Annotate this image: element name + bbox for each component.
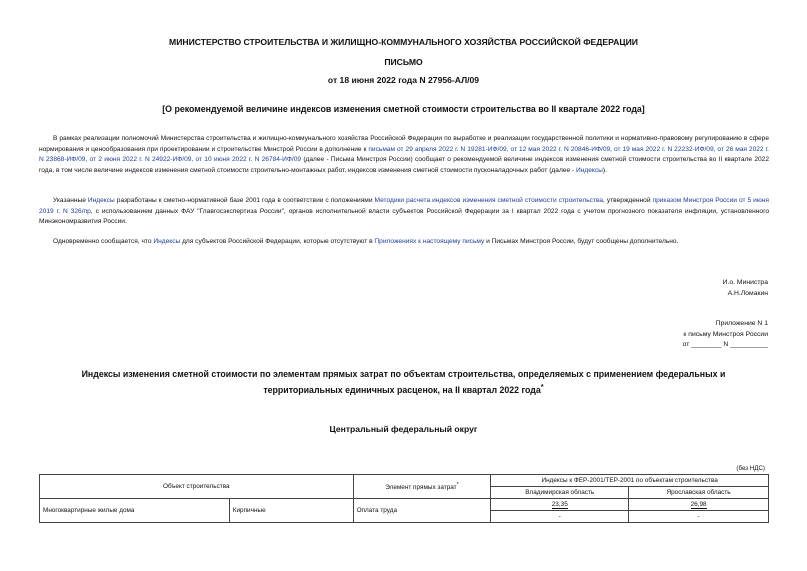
table-cell-element: Оплата труда xyxy=(353,499,491,523)
order-link[interactable]: приказом Минстроя России от 5 июня 2019 г. N 326/пр xyxy=(39,197,769,215)
appendix-reference: к письму Минстроя России xyxy=(683,330,768,338)
p3-text-c: и Письмах Минстроя России, будут сообщены дополнительно. xyxy=(484,238,679,245)
p3-text-b: для субъектов Российской Федерации, которые отсутствуют в xyxy=(180,238,375,245)
previous-letters-link[interactable]: письмам от 29 апреля 2022 г. N 19281-ИФ/09, от 12 мая 2022 г. N 20846-ИФ/09, от 19 мая 2022 г. N 22232-ИФ/09, от 26 мая 2022 г. N 23868-ИФ/09, от 2 июня 2022 г. N 24922-ИФ/09, от 10 июня 2022 г. N 26784-ИФ/09 xyxy=(39,145,769,164)
indices-link[interactable]: Индексы xyxy=(87,197,115,204)
signer-position: И.о. Министра xyxy=(722,279,768,286)
element-footnote-mark[interactable]: * xyxy=(456,481,459,488)
table-cell-value xyxy=(491,499,629,511)
signature-block xyxy=(723,278,768,299)
table-cell-material: Кирпичные xyxy=(229,499,353,523)
annex-title xyxy=(0,369,807,396)
indices-link[interactable]: Индексы xyxy=(153,238,181,245)
table-cell-object: Многоквартирные жилые дома xyxy=(40,499,230,523)
indices-table xyxy=(39,474,769,523)
document-subject: [О рекомендуемой величине индексов изменения сметной стоимости строительства во II квартале 2022 года] xyxy=(162,104,645,114)
p2-text-b: разработаны к сметно-нормативной базе 2001 года в соответствии с положениями xyxy=(114,197,375,204)
methodology-link[interactable]: Методики расчета индексов изменения сметной стоимости строительства xyxy=(374,197,604,204)
p2-text-d: , с использованием данных ФАУ "Главгосэкспертиза России", органов исполнительной власти субъектов Российской Федерации за I квартал 2022 года с учетом прогнозного показателя инфляции, установленного Минэкономразвития России. xyxy=(39,207,769,226)
p2-text-a: Указанные xyxy=(53,197,88,204)
table-cell-dash: - xyxy=(629,511,769,523)
document-date: от 18 июня 2022 года N 27956-АЛ/09 xyxy=(327,75,480,85)
p2-text-c: , утвержденной xyxy=(603,197,653,204)
p1-text-a: В рамках реализации полномочий Министерства строительства и жилищно-коммунального хозяйства Российской Федерации по выработке и реализации государственной политики и нормативно-правовому регулированию в сфере нормирования и ценообразования при проектировании и строительстве Минстрой России в дополнение к xyxy=(39,135,769,153)
signer-name: А.Н.Ломакин xyxy=(727,289,768,297)
column-header-element xyxy=(353,475,491,499)
ministry-name: МИНИСТЕРСТВО СТРОИТЕЛЬСТВА И ЖИЛИЩНО-КОММУНАЛЬНОГО ХОЗЯЙСТВА РОССИЙСКОЙ ФЕДЕРАЦИИ xyxy=(169,37,638,47)
value-yaroslavl: 26,98 xyxy=(690,501,707,508)
table-row xyxy=(40,499,769,511)
annex-title-footnote-mark[interactable]: * xyxy=(540,381,544,391)
paragraph-3 xyxy=(39,237,769,248)
column-header-region: Владимирская область xyxy=(491,487,629,499)
p3-text-a: Одновременно сообщается, что xyxy=(53,238,154,245)
table-cell-value xyxy=(629,499,769,511)
appendix-header xyxy=(683,319,768,351)
paragraph-1 xyxy=(39,134,769,176)
column-header-element-text: Элемент прямых затрат xyxy=(385,484,457,492)
appendix-date-number: от ________ N __________ xyxy=(682,341,768,348)
federal-district: Центральный федеральный округ xyxy=(329,424,478,434)
annex-title-text: Индексы изменения сметной стоимости по элементам прямых затрат по объектам строительства, определяемых с применением федеральных и территориальных единичных расценок, на II квартал 2022 года xyxy=(81,369,726,395)
column-header-object: Объект строительства xyxy=(40,475,354,499)
document-type: ПИСЬМО xyxy=(384,57,423,67)
indices-link[interactable]: Индексы xyxy=(576,166,603,174)
appendices-link[interactable]: Приложениях к настоящему письму xyxy=(374,238,485,245)
column-header-indices: Индексы к ФЕР-2001/ТЕР-2001 по объектам строительства xyxy=(491,475,769,487)
value-vladimir: 23,35 xyxy=(551,501,568,508)
column-header-region: Ярославская область xyxy=(629,487,769,499)
appendix-number: Приложение N 1 xyxy=(715,320,768,327)
paragraph-2 xyxy=(39,196,769,228)
p1-text-c: ). xyxy=(602,166,607,174)
p1-text-b: (далее - Письма Минстроя России) сообщает о рекомендуемой величине индексов изменения сметной стоимости строительства во II квартале 2022 года, в том числе величине индексов изменения сметной стоимости строительно-монтажных работ, индексов изменения сметной стоимости пусконаладочных работ (далее - xyxy=(39,156,770,174)
table-cell-dash: - xyxy=(491,511,629,523)
vat-note: (без НДС) xyxy=(736,465,765,472)
